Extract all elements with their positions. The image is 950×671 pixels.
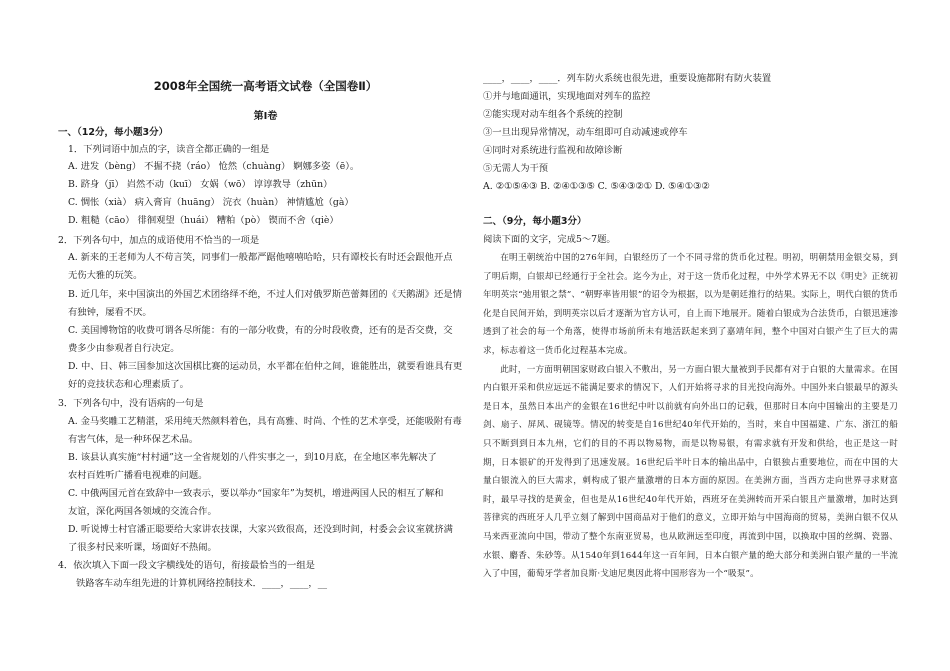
- q4-stem: 4．依次填入下面一段文字横线处的语句，衔接最恰当的一组是: [58, 560, 315, 571]
- passage-paragraph-1: 在明王朝统治中国的276年间，白银经历了一个不同寻常的货币化过程。明初，明朝禁用金银交易，到了明后期，白银却已经通行于全社会。迄今为止，对于这一货币化过程，中外学术界无不以《明史》正统初年明英宗“弛用银之禁”、“朝野率皆用银”的诏令为根据，以为是朝廷推行的结果。实际上，明代白银的货币化是自民间开始，到明英宗以后才逐渐为官方认可，自上而下地展开。随着白银成为合法货币，白银迅速渗透到了社会的每一个角落，使得市场前所未有地活跃起来到了嘉靖年间，整个中国对白银产生了巨大的需求，标志着这一货币化过程基本完成。: [483, 253, 898, 356]
- q4-answer-choices: A. ②①⑤④③ B. ②④①③⑤ C. ⑤④③②① D. ⑤④①③②: [483, 181, 710, 192]
- q3-option-d-line2: 了很多村民来听课，场面好不热闹。: [68, 542, 217, 553]
- reading-passage: [483, 249, 898, 584]
- q4-option-3: ③一旦出现异常情况，动车组即可自动减速或停车: [483, 127, 688, 138]
- q1-stem: 1．下列词语中加点的字，读音全都正确的一组是: [68, 144, 270, 155]
- q3-option-a-line1: A. 金马奖雕工艺精湛，采用纯天然颜料着色，具有高雅、时尚、个性的艺术享受，还能吸附有毒: [68, 416, 462, 427]
- passage-paragraph-2: 此时，一方面明朝国家财政白银入不敷出，另一方面白银大量被到手民都有对于白银的大量需求。在国内白银开采和供应远远不能满足要求的情况下，人们开始将寻求的目光投向海外。中国外来白银最早的源头是日本，虽然日本出产的金银在16世纪中叶以前就有向外出口的记载，但那时日本向中国输出的主要是刀剑、扇子、屏风、砚镜等。情况的转变是自16世纪40年代开始的，当时，来自中国福建、广东、浙江的船只不断到到日本九州，它们的目的不再以物易物，而是以物易银，有需求就有开发和供给，也正是这一时期，日本银矿的开发得到了迅速发展。16世纪后半叶日本的输出品中，白银独占重要地位，而在中国的大量白银流入的巨大需求，刺构成了银产量激增的日本方面的原因。在美洲方面，当西方走向世界寻求财富时，最早寻找的是黄金，但也是从16世纪40年代开始，西班牙在美洲转而开采白银且产量激增，加时达到菩律宾的西班牙人几乎立刻了解到中国商品对于他们的意义，立即开始与中国海商的贸易，美洲白银不仅从马来西亚流向中国，带动了整个东南亚贸易，也从欧洲远至印度，再流到中国，以换取中国的丝绸、瓷器、水银、麝香、朱砂等。从1540年到1644年这一百年间，日本白银产量的绝大部分和美洲白银产量的一半流入了中国，葡萄牙学者加良斯·戈迪尼奥因此将中国形容为一个“吸泵”。: [483, 364, 898, 580]
- q4-option-5: ⑤无需人为干预: [483, 163, 549, 174]
- q1-option-a: A. 进发（bèng） 不掘不挠（ráo） 怆然（chuàng） 婀娜多姿（ē）。: [68, 161, 360, 172]
- q3-option-d-line1: D. 听说博士村官潘正聪要给大家讲农技课，大家兴致很高，还没到时间，村委会会议室就挤满: [68, 524, 453, 535]
- q2-option-d-line1: D. 中、日、韩三国参加这次国棋比赛的运动员，水平都在伯仲之间，谁能胜出，就要看谁具有更: [68, 361, 463, 372]
- q3-stem: 3．下列各句中，没有语病的一句是: [58, 398, 204, 409]
- q4-text: 铁路客车动车组先进的计算机网络控制技术．____，____，__: [76, 578, 328, 589]
- q2-option-c-line1: C. 美国博物馆的收费可谓各尽所能：有的一部分收费，有的分时段收费，还有的是否交费，交: [68, 325, 453, 336]
- q2-option-a-line1: A. 新来的王老师为人不苟言笑，同事们一般都严踞他嘻嘻哈哈，只有谭校长有时还会跟他开点: [68, 252, 453, 263]
- q4-text-continued: ____，____，____．列车防火系统也很先进，重要设施都附有防火装置: [483, 73, 772, 84]
- q3-option-c-line1: C. 中俄两国元首在致辞中一致表示，要以举办“国家年”为契机，增进两国人民的相互了解和: [68, 488, 444, 499]
- q2-option-d-line2: 好的竞技状态和心理素质了。: [68, 379, 189, 390]
- q3-option-a-line2: 有害气体，是一种环保艺术品。: [68, 434, 199, 445]
- q4-option-4: ④同时对系统进行监视和故障诊断: [483, 145, 623, 156]
- q3-option-b-line2: 农村百姓听广播看电视难的问题。: [68, 470, 208, 481]
- q1-option-d: D. 粗糙（cāo） 徘徊观望（huái） 糟粕（pò） 锲而不舍（qiè）: [68, 215, 339, 226]
- q3-option-b-line1: B. 该县认真实施“村村通”这一全省规划的八件实事之一，到10月底，在全地区率先解决了: [68, 452, 437, 463]
- q1-option-c: C. 惆怅（xià） 病入膏肓（huāng） 浣衣（huàn） 神情尴尬（gà）: [68, 197, 354, 208]
- q2-option-b-line2: 有独钟，屡看不厌。: [68, 307, 152, 318]
- volume-title: 第Ⅰ卷: [253, 111, 278, 122]
- q2-option-c-line2: 费多少由参观者自行决定。: [68, 343, 180, 354]
- q2-option-b-line1: B. 近几年，来中国演出的外国艺术团络绎不绝，不过人们对俄罗斯芭蕾舞团的《天鹅湖》还是情: [68, 289, 462, 300]
- q2-option-a-line2: 无伤大雅的玩笑。: [68, 270, 143, 281]
- reading-instruction: 阅读下面的文字，完成5～7题。: [483, 234, 616, 245]
- q2-stem: 2．下列各句中，加点的成语使用不恰当的一项是: [58, 235, 260, 246]
- q4-option-1: ①并与地面通讯，实现地面对列车的监控: [483, 91, 651, 102]
- page-title: 2008年全国统一高考语文试卷（全国卷Ⅱ）: [153, 79, 378, 93]
- section-heading-1: 一、（12分，每小题3分）: [58, 127, 169, 138]
- q4-option-2: ②能实现对动车组各个系统的控制: [483, 109, 623, 120]
- section-heading-2: 二、（9分，每小题3分）: [483, 216, 587, 227]
- q1-option-b: B. 跻身（jī） 岿然不动（kuī） 女娲（wō） 谆谆教导（zhūn）: [68, 179, 333, 190]
- q3-option-c-line2: 友谊，深化两国各领域的交流合作。: [68, 506, 217, 517]
